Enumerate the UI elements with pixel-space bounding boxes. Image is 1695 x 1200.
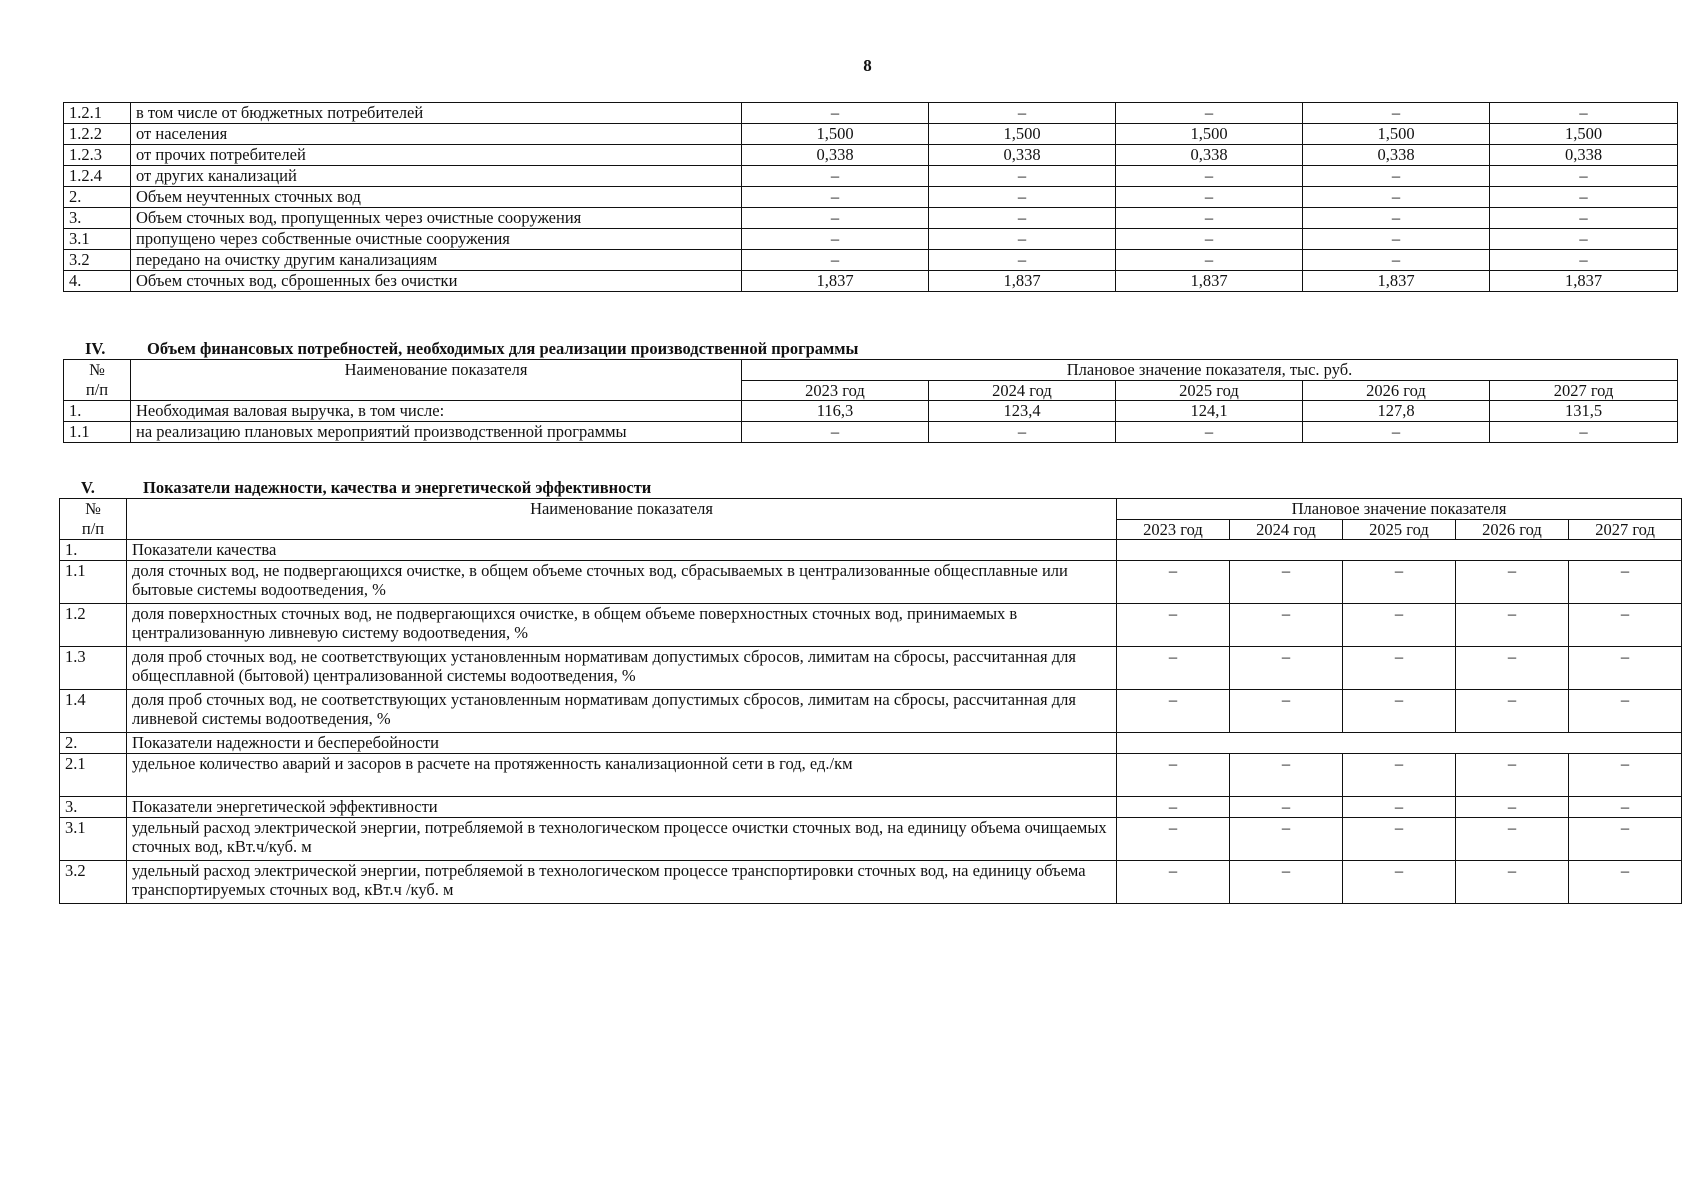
row-number: 4.	[64, 271, 131, 292]
row-value: –	[929, 187, 1116, 208]
header-year: 2026 год	[1456, 519, 1569, 540]
header-num-line2: п/п	[64, 380, 131, 401]
row-value: –	[1569, 561, 1682, 604]
row-name: удельный расход электрической энергии, потребляемой в технологическом процессе транспортировки сточных вод, на единицу объема транспортируемых сточных вод, кВт.ч /куб. м	[127, 861, 1117, 904]
row-name: удельный расход электрической энергии, потребляемой в технологическом процессе очистки сточных вод, на единицу объема очищаемых сточных вод, кВт.ч/куб. м	[127, 818, 1117, 861]
row-value: –	[1116, 187, 1303, 208]
row-name: от других канализаций	[131, 166, 742, 187]
row-number: 3.	[60, 797, 127, 818]
row-name: Объем сточных вод, сброшенных без очистки	[131, 271, 742, 292]
header-year: 2027 год	[1490, 380, 1678, 401]
row-value: –	[1117, 561, 1230, 604]
row-name: Показатели качества	[127, 540, 1117, 561]
row-value: 1,500	[1490, 124, 1678, 145]
header-year: 2024 год	[929, 380, 1116, 401]
row-value: –	[1343, 754, 1456, 797]
row-value: 116,3	[742, 401, 929, 422]
row-value: –	[929, 229, 1116, 250]
row-value: –	[1456, 861, 1569, 904]
row-value: –	[1230, 818, 1343, 861]
row-value: –	[742, 229, 929, 250]
row-value: –	[1230, 861, 1343, 904]
row-value: –	[742, 103, 929, 124]
table-row	[60, 797, 1682, 818]
page-number: 8	[863, 56, 872, 75]
header-year: 2026 год	[1303, 380, 1490, 401]
row-value: –	[1230, 690, 1343, 733]
row-name: удельное количество аварий и засоров в расчете на протяженность канализационной сети в год, ед./км	[127, 754, 1117, 797]
row-value: –	[1117, 754, 1230, 797]
row-value: 1,837	[742, 271, 929, 292]
row-value: –	[1230, 647, 1343, 690]
row-value: –	[1569, 604, 1682, 647]
row-value: –	[1230, 797, 1343, 818]
row-value: 124,1	[1116, 401, 1303, 422]
header-num: №	[64, 360, 131, 381]
row-value: –	[929, 250, 1116, 271]
row-number: 1.2.1	[64, 103, 131, 124]
header-year: 2025 год	[1343, 519, 1456, 540]
row-number: 3.	[64, 208, 131, 229]
table-row	[64, 124, 1678, 145]
table-row	[60, 604, 1682, 647]
row-number: 2.1	[60, 754, 127, 797]
row-value: –	[1303, 422, 1490, 443]
row-number: 3.1	[60, 818, 127, 861]
row-name: доля сточных вод, не подвергающихся очистке, в общем объеме сточных вод, сбрасываемых в централизованные общесплавные или бытовые системы водоотведения, %	[127, 561, 1117, 604]
table-row	[64, 250, 1678, 271]
row-value: –	[1343, 604, 1456, 647]
row-name: от прочих потребителей	[131, 145, 742, 166]
section-iv-title: Объем финансовых потребностей, необходимых для реализации производственной программы	[147, 339, 859, 358]
table-row	[60, 733, 1682, 754]
header-year: 2023 год	[1117, 519, 1230, 540]
row-value: –	[1303, 187, 1490, 208]
row-value: –	[1569, 647, 1682, 690]
row-number: 3.1	[64, 229, 131, 250]
row-number: 3.2	[64, 250, 131, 271]
row-value: 131,5	[1490, 401, 1678, 422]
row-name: в том числе от бюджетных потребителей	[131, 103, 742, 124]
row-name: Показатели энергетической эффективности	[127, 797, 1117, 818]
row-value: 1,500	[1116, 124, 1303, 145]
header-year: 2024 год	[1230, 519, 1343, 540]
header-num: №	[60, 499, 127, 520]
row-value: –	[1116, 103, 1303, 124]
row-value: –	[1569, 861, 1682, 904]
row-value: –	[1117, 818, 1230, 861]
header-name: Наименование показателя	[127, 499, 1117, 520]
row-value: –	[1343, 797, 1456, 818]
table-row	[60, 754, 1682, 797]
section-v-number: V.	[81, 478, 95, 497]
row-value: –	[1456, 604, 1569, 647]
row-name: Объем сточных вод, пропущенных через очистные сооружения	[131, 208, 742, 229]
row-name: доля проб сточных вод, не соответствующих установленным нормативам допустимых сбросов, лимитам на сбросы, рассчитанная для общесплавной (бытовой) централизованной системы водоотведения, %	[127, 647, 1117, 690]
row-value: –	[1490, 229, 1678, 250]
row-value: –	[1456, 797, 1569, 818]
row-value: –	[1569, 818, 1682, 861]
row-value: –	[1343, 861, 1456, 904]
row-value: –	[742, 422, 929, 443]
row-value: 1,837	[1490, 271, 1678, 292]
row-name: доля проб сточных вод, не соответствующих установленным нормативам допустимых сбросов, лимитам на сбросы, рассчитанная для ливневой системы водоотведения, %	[127, 690, 1117, 733]
empty-value-cell	[1117, 733, 1682, 754]
row-value: –	[1303, 208, 1490, 229]
row-number: 2.	[64, 187, 131, 208]
financial-needs-table	[63, 359, 1678, 443]
row-value: –	[1343, 647, 1456, 690]
section-iv-number: IV.	[85, 339, 106, 358]
empty-value-cell	[1117, 540, 1682, 561]
row-value: 1,500	[1303, 124, 1490, 145]
row-value: –	[1456, 754, 1569, 797]
row-value: –	[742, 187, 929, 208]
row-number: 1.2	[60, 604, 127, 647]
row-value: 123,4	[929, 401, 1116, 422]
row-value: –	[1490, 166, 1678, 187]
table-row	[64, 145, 1678, 166]
header-name-cont	[131, 380, 742, 401]
row-number: 1.1	[60, 561, 127, 604]
row-value: –	[1117, 647, 1230, 690]
row-name: от населения	[131, 124, 742, 145]
row-value: –	[742, 208, 929, 229]
row-name: на реализацию плановых мероприятий производственной программы	[131, 422, 742, 443]
row-value: –	[1230, 754, 1343, 797]
header-name-cont	[127, 519, 1117, 540]
row-value: –	[1303, 103, 1490, 124]
table-row	[60, 861, 1682, 904]
table-row	[60, 818, 1682, 861]
row-value: –	[1490, 208, 1678, 229]
row-number: 1.	[60, 540, 127, 561]
row-value: –	[1116, 422, 1303, 443]
row-value: –	[1117, 797, 1230, 818]
row-number: 2.	[60, 733, 127, 754]
row-value: 1,837	[1116, 271, 1303, 292]
row-value: –	[1303, 166, 1490, 187]
section-v-heading	[59, 478, 651, 497]
row-number: 1.	[64, 401, 131, 422]
row-value: –	[1230, 561, 1343, 604]
row-value: –	[1117, 604, 1230, 647]
row-value: –	[1116, 166, 1303, 187]
row-value: –	[1569, 690, 1682, 733]
row-value: –	[1117, 690, 1230, 733]
row-name: Показатели надежности и бесперебойности	[127, 733, 1117, 754]
row-value: 1,500	[929, 124, 1116, 145]
row-number: 1.4	[60, 690, 127, 733]
row-value: –	[1343, 561, 1456, 604]
row-value: –	[1116, 208, 1303, 229]
row-value: –	[1490, 250, 1678, 271]
wastewater-volume-table	[63, 102, 1678, 292]
row-name: пропущено через собственные очистные сооружения	[131, 229, 742, 250]
row-name: доля поверхностных сточных вод, не подвергающихся очистке, в общем объеме поверхностных сточных вод, принимаемых в централизованную ливневую систему водоотведения, %	[127, 604, 1117, 647]
row-value: 1,837	[929, 271, 1116, 292]
row-value: 0,338	[929, 145, 1116, 166]
row-value: –	[1490, 187, 1678, 208]
table-row	[64, 422, 1678, 443]
row-value: –	[1569, 754, 1682, 797]
header-year: 2023 год	[742, 380, 929, 401]
table-row	[60, 647, 1682, 690]
table-row	[64, 208, 1678, 229]
header-year: 2027 год	[1569, 519, 1682, 540]
table-row	[64, 103, 1678, 124]
row-value: 0,338	[1303, 145, 1490, 166]
row-number: 3.2	[60, 861, 127, 904]
header-num-line2: п/п	[60, 519, 127, 540]
row-value: 1,500	[742, 124, 929, 145]
table-row	[64, 166, 1678, 187]
row-number: 1.3	[60, 647, 127, 690]
row-value: –	[1490, 422, 1678, 443]
header-plan: Плановое значение показателя	[1117, 499, 1682, 520]
row-value: 1,837	[1303, 271, 1490, 292]
header-year: 2025 год	[1116, 380, 1303, 401]
row-value: 127,8	[1303, 401, 1490, 422]
row-value: –	[1456, 647, 1569, 690]
row-value: –	[929, 166, 1116, 187]
row-value: –	[1303, 229, 1490, 250]
row-name: Объем неучтенных сточных вод	[131, 187, 742, 208]
row-name: передано на очистку другим канализациям	[131, 250, 742, 271]
row-value: –	[1343, 690, 1456, 733]
row-value: –	[1456, 818, 1569, 861]
row-value: –	[1303, 250, 1490, 271]
row-value: –	[1343, 818, 1456, 861]
row-value: 0,338	[742, 145, 929, 166]
row-value: –	[1456, 690, 1569, 733]
table-row	[64, 401, 1678, 422]
row-value: –	[929, 422, 1116, 443]
row-value: –	[1117, 861, 1230, 904]
table-row	[60, 690, 1682, 733]
row-number: 1.2.3	[64, 145, 131, 166]
row-value: –	[929, 208, 1116, 229]
row-value: 0,338	[1116, 145, 1303, 166]
table-row	[64, 271, 1678, 292]
row-name: Необходимая валовая выручка, в том числе:	[131, 401, 742, 422]
row-number: 1.1	[64, 422, 131, 443]
row-value: –	[1456, 561, 1569, 604]
table-row	[60, 540, 1682, 561]
header-name: Наименование показателя	[131, 360, 742, 381]
row-value: –	[1490, 103, 1678, 124]
table-row	[60, 561, 1682, 604]
section-v-title: Показатели надежности, качества и энергетической эффективности	[143, 478, 652, 497]
header-plan: Плановое значение показателя, тыс. руб.	[742, 360, 1678, 381]
table-row	[64, 229, 1678, 250]
row-value: –	[929, 103, 1116, 124]
row-number: 1.2.4	[64, 166, 131, 187]
reliability-quality-table	[59, 498, 1682, 904]
row-value: –	[1116, 229, 1303, 250]
row-value: –	[1116, 250, 1303, 271]
row-number: 1.2.2	[64, 124, 131, 145]
section-iv-heading	[63, 339, 858, 358]
row-value: 0,338	[1490, 145, 1678, 166]
table-row	[64, 187, 1678, 208]
row-value: –	[1569, 797, 1682, 818]
row-value: –	[1230, 604, 1343, 647]
row-value: –	[742, 166, 929, 187]
row-value: –	[742, 250, 929, 271]
